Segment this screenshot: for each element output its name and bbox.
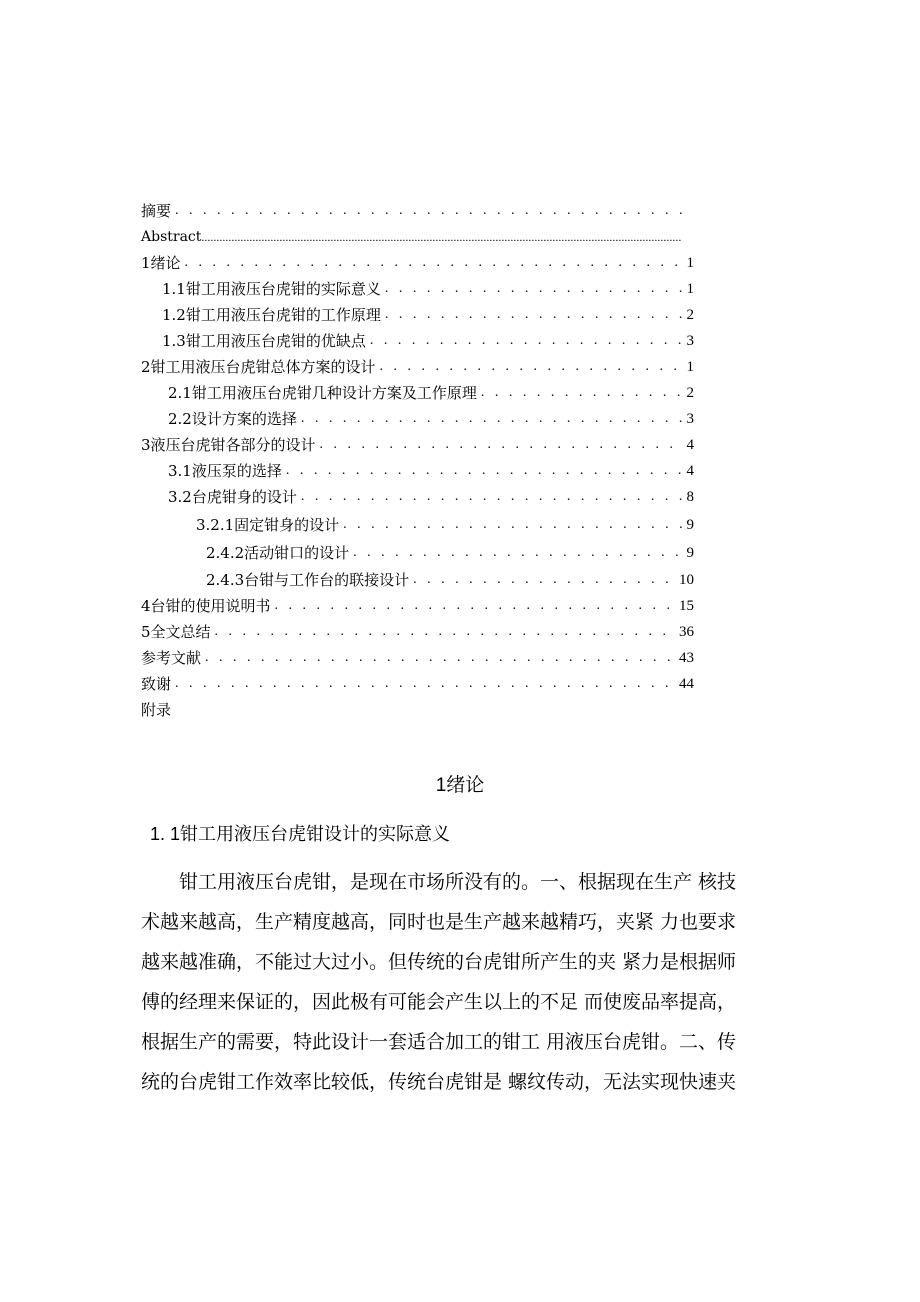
toc-entry-appendix[interactable] — [141, 695, 341, 719]
toc-leader-dots — [481, 384, 683, 402]
toc-entry-title: 2.1钳工用液压台虎钳几种设计方案及工作原理 — [168, 384, 477, 402]
toc-leader-dots — [385, 306, 683, 324]
toc-leader-dots — [205, 649, 675, 667]
toc-entry-title: 3.1液压泵的选择 — [168, 462, 282, 480]
toc-leader-dots — [215, 623, 675, 641]
toc-leader-dots — [185, 254, 683, 272]
toc-entry-page: 4 — [686, 437, 694, 453]
toc-entry-page: 43 — [679, 650, 694, 666]
toc-entry[interactable] — [168, 378, 694, 402]
toc-entry[interactable] — [162, 326, 694, 350]
body-line: 钳工用液压台虎钳，是现在市场所没有的。一、根据现在生产 核技 — [141, 871, 737, 893]
toc-leader-dots — [370, 332, 683, 350]
toc-leader-dots — [275, 597, 675, 615]
toc-entry-page: 9 — [686, 517, 694, 533]
toc-entry-title: 2.2设计方案的选择 — [168, 410, 297, 428]
toc-entry-page: 15 — [679, 598, 694, 614]
toc-entry[interactable] — [168, 404, 694, 428]
toc-entry[interactable] — [141, 643, 694, 667]
toc-entry-title: 参考文献 — [141, 649, 202, 667]
toc-entry[interactable] — [206, 565, 694, 589]
toc-entry-title: 2钳工用液压台虎钳总体方案的设计 — [141, 358, 376, 376]
toc-entry-abstract-cn[interactable] — [141, 196, 686, 220]
toc-entry-page: 2 — [686, 385, 694, 401]
toc-entry-title: 摘要 — [141, 202, 172, 220]
toc-entry-page: 10 — [679, 572, 694, 588]
toc-entry-page: 3 — [686, 411, 694, 427]
body-line: 越来越准确，不能过大过小。但传统的台虎钳所产生的夹 紧力是根据师 — [141, 951, 737, 973]
toc-entry-title: 1.3钳工用液压台虎钳的优缺点 — [162, 332, 366, 350]
toc-leader-dots — [413, 571, 675, 589]
toc-entry-title: 2.4.3台钳与工作台的联接设计 — [206, 571, 410, 589]
toc-entry-page: 3 — [686, 333, 694, 349]
toc-leader-dots — [301, 488, 683, 506]
toc-entry[interactable] — [168, 482, 694, 506]
toc-leader-dots — [380, 358, 683, 376]
body-line: 统的台虎钳工作效率比较低，传统台虎钳是 螺纹传动，无法实现快速夹 — [141, 1071, 737, 1093]
toc-leader-dots — [301, 410, 683, 428]
toc-entry[interactable] — [141, 591, 694, 615]
body-line: 傅的经理来保证的，因此极有可能会产生以上的不足 而使废品率提高， — [141, 991, 737, 1013]
toc-leader-dots — [353, 544, 682, 562]
chapter-title: 1绪论 — [435, 775, 485, 796]
body-line: 根据生产的需要，特此设计一套适合加工的钳工 用液压台虎钳。二、传 — [141, 1031, 737, 1053]
toc-entry[interactable] — [141, 352, 694, 376]
toc-entry[interactable] — [141, 669, 694, 693]
toc-entry-title: 2.4.2活动钳口的设计 — [206, 544, 350, 562]
section-title: 1. 1钳工用液压台虎钳设计的实际意义 — [150, 824, 451, 844]
toc-entry-title: 1.2钳工用液压台虎钳的工作原理 — [162, 306, 381, 324]
toc-entry-title: 3.2.1固定钳身的设计 — [196, 516, 340, 534]
toc-entry-abstract-en[interactable] — [141, 222, 686, 246]
toc-entry-page: 2 — [686, 307, 694, 323]
toc-entry-page: 1 — [686, 255, 694, 271]
toc-entry-title: Abstract — [141, 229, 202, 245]
toc-entry[interactable] — [162, 274, 694, 298]
toc-entry-title: 3.2台虎钳身的设计 — [168, 488, 297, 506]
toc-entry[interactable] — [141, 617, 694, 641]
toc-entry-title: 1.1钳工用液压台虎钳的实际意义 — [162, 280, 381, 298]
toc-entry[interactable] — [206, 538, 694, 562]
toc-entry[interactable] — [141, 248, 694, 272]
toc-entry-page: 44 — [679, 676, 694, 692]
toc-leader-dots — [201, 228, 682, 246]
toc-entry-page: 1 — [686, 359, 694, 375]
toc-entry-title: 附录 — [141, 701, 172, 719]
toc-leader-dots — [286, 462, 683, 480]
toc-entry-page: 4 — [686, 463, 694, 479]
toc-leader-dots — [385, 280, 683, 298]
toc-entry-title: 致谢 — [141, 675, 172, 693]
body-paragraph — [141, 862, 796, 1102]
toc-entry-page: 8 — [686, 489, 694, 505]
toc-leader-dots — [343, 516, 682, 534]
toc-entry-title: 1绪论 — [141, 254, 181, 272]
body-line: 术越来越高，生产精度越高，同时也是生产越来越精巧，夹紧 力也要求 — [141, 911, 737, 933]
toc-entry-page: 9 — [686, 545, 694, 561]
toc-entry-title: 4台钳的使用说明书 — [141, 597, 271, 615]
toc-entry[interactable] — [196, 510, 694, 534]
toc-entry-page: 36 — [679, 624, 694, 640]
toc-entry[interactable] — [168, 456, 694, 480]
toc-entry-title: 3液压台虎钳各部分的设计 — [141, 436, 316, 454]
toc-entry-title: 5全文总结 — [141, 623, 211, 641]
toc-entry-page: 1 — [686, 281, 694, 297]
toc-leader-dots — [175, 675, 675, 693]
toc-leader-dots — [320, 436, 683, 454]
toc-entry[interactable] — [141, 430, 694, 454]
toc-entry[interactable] — [162, 300, 694, 324]
toc-leader-dots — [175, 202, 682, 220]
